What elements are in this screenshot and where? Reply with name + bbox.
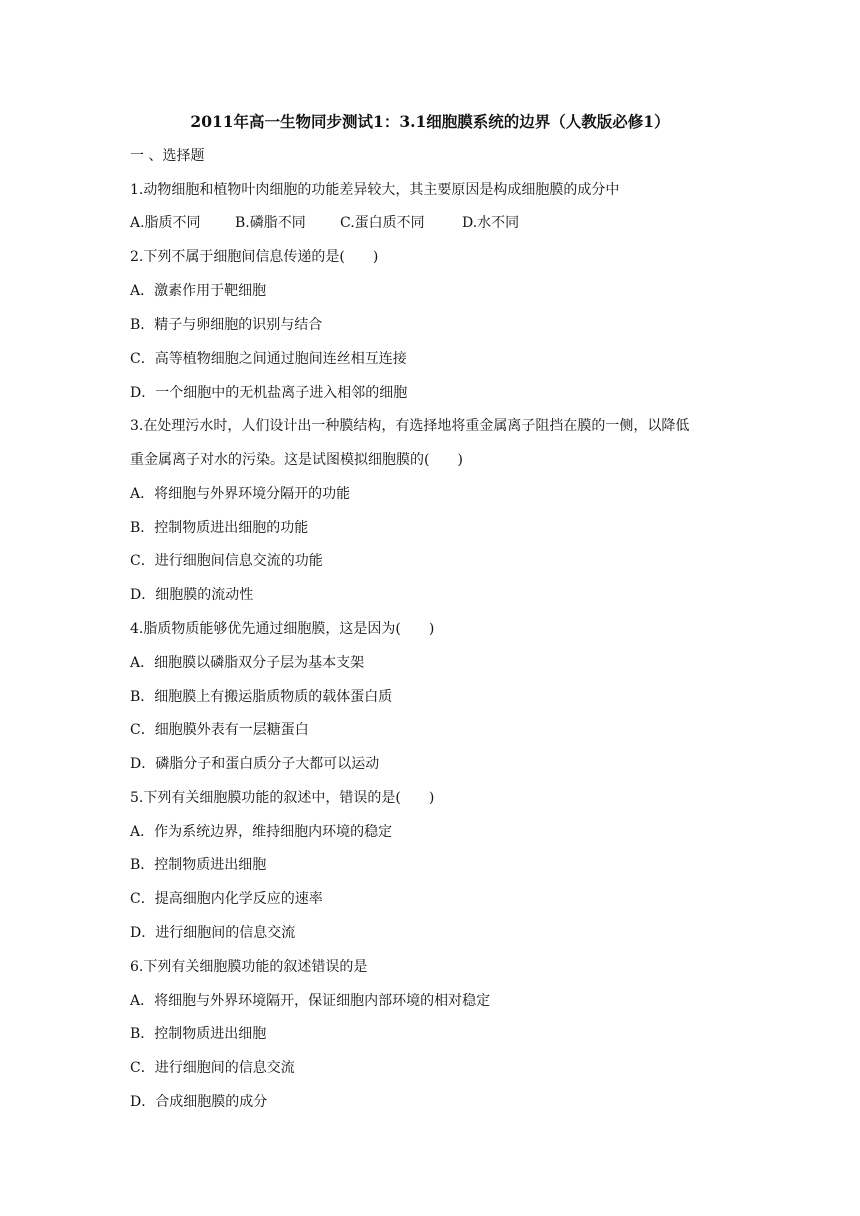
question-4-option-b: B．细胞膜上有搬运脂质物质的载体蛋白质 (130, 689, 393, 705)
question-4-option-d: D．磷脂分子和蛋白质分子大都可以运动 (130, 756, 380, 772)
question-3-stem-continued: 重金属离子对水的污染。这是试图模拟细胞膜的( ) (130, 452, 463, 468)
question-5-option-b: B．控制物质进出细胞 (130, 857, 267, 873)
question-1-option-c: C.蛋白质不同 (340, 215, 425, 231)
question-5-option-d: D．进行细胞间的信息交流 (130, 925, 296, 941)
question-2-option-d: D．一个细胞中的无机盐离子进入相邻的细胞 (130, 385, 408, 401)
question-6-option-c: C．进行细胞间的信息交流 (130, 1060, 295, 1076)
question-4-stem: 4.脂质物质能够优先通过细胞膜，这是因为( ) (130, 621, 435, 637)
question-3-option-b: B．控制物质进出细胞的功能 (130, 520, 309, 536)
question-5-option-c: C．提高细胞内化学反应的速率 (130, 891, 323, 907)
question-5-stem: 5.下列有关细胞膜功能的叙述中，错误的是( ) (130, 790, 435, 806)
question-1-option-d: D.水不同 (462, 215, 520, 231)
question-6-option-a: A．将细胞与外界环境隔开，保证细胞内部环境的相对稳定 (130, 993, 491, 1009)
question-1-option-b: B.磷脂不同 (235, 215, 306, 231)
question-1-options (130, 213, 519, 233)
question-2-option-c: C．高等植物细胞之间通过胞间连丝相互连接 (130, 351, 407, 367)
question-3-option-a: A．将细胞与外界环境分隔开的功能 (130, 486, 351, 502)
question-2-stem: 2.下列不属于细胞间信息传递的是( ) (130, 249, 379, 265)
question-3-option-c: C．进行细胞间信息交流的功能 (130, 553, 323, 569)
question-2-option-b: B．精子与卵细胞的识别与结合 (130, 317, 323, 333)
question-5-option-a: A．作为系统边界，维持细胞内环境的稳定 (130, 824, 393, 840)
question-3-option-d: D．细胞膜的流动性 (130, 587, 254, 603)
question-2-option-a: A．激素作用于靶细胞 (130, 283, 267, 299)
section-heading: 一 、选择题 (130, 148, 205, 164)
question-6-option-b: B．控制物质进出细胞 (130, 1026, 267, 1042)
question-4-option-a: A．细胞膜以磷脂双分子层为基本支架 (130, 655, 365, 671)
question-4-option-c: C．细胞膜外表有一层糖蛋白 (130, 722, 309, 738)
document-title: 2011年高一生物同步测试1：3.1细胞膜系统的边界（人教版必修1） (190, 112, 670, 131)
question-6-stem: 6.下列有关细胞膜功能的叙述错误的是 (130, 959, 368, 975)
question-3-stem: 3.在处理污水时，人们设计出一种膜结构，有选择地将重金属离子阻挡在膜的一侧，以降低 (130, 418, 690, 434)
question-1-option-a: A.脂质不同 (130, 215, 201, 231)
question-6-option-d: D．合成细胞膜的成分 (130, 1094, 268, 1110)
question-1-stem: 1.动物细胞和植物叶肉细胞的功能差异较大，其主要原因是构成细胞膜的成分中 (130, 182, 620, 198)
